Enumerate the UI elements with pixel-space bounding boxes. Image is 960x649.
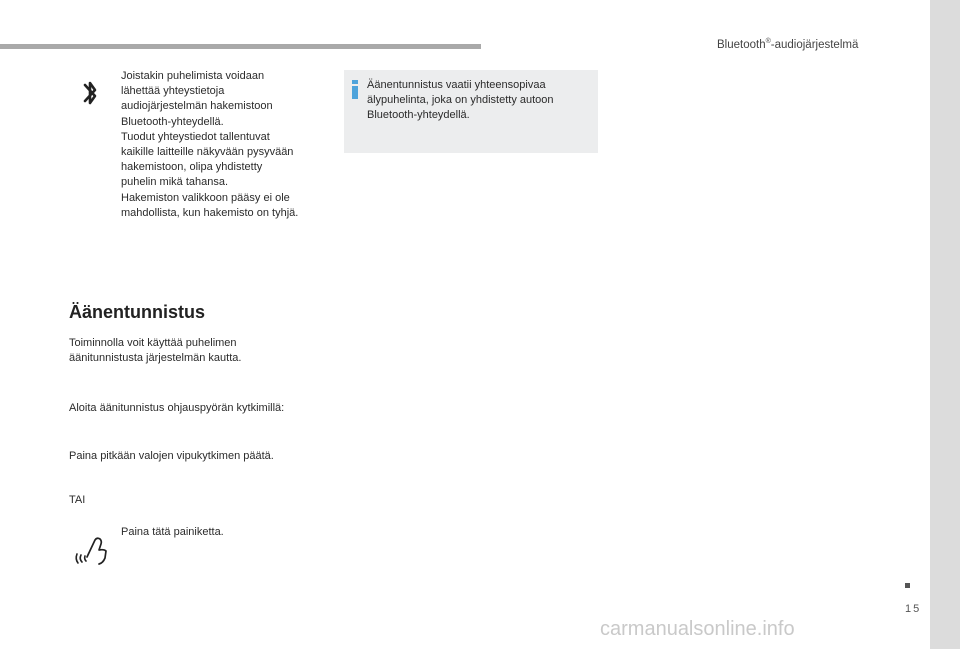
- start-instruction: Aloita äänitunnistus ohjauspyörän kytkimillä:: [69, 402, 285, 414]
- chapter-title: Bluetooth®-audiojärjestelmä: [717, 38, 859, 51]
- info-box-text: Äänentunnistus vaatii yhteensopivaa älypuhelinta, joka on yhdistetty autoon Bluetooth-yhteydellä.: [367, 79, 554, 122]
- section-heading: Äänentunnistus: [69, 302, 206, 322]
- long-press-instruction: Paina pitkään valojen vipukytkimen päätä.: [69, 450, 274, 462]
- or-label: TAI: [69, 494, 86, 506]
- press-button-instruction: Paina tätä painiketta.: [121, 526, 224, 538]
- section-intro: Toiminnolla voit käyttää puhelimen äänitunnistusta järjestelmän kautta.: [69, 337, 242, 365]
- footer-marker: [905, 583, 910, 588]
- bluetooth-icon: [80, 76, 100, 110]
- bluetooth-note-text: Joistakin puhelimista voidaan lähettää yhteystietoja audiojärjestelmän hakemistoon Bluetooth-yhteydellä. Tuodut yhteystiedot tallentuvat kaikille laitteille näkyvään pysyvään hakemistoon, olipa yhdistetty puhelin mikä tahansa. Hakemiston valikkoon pääsy ei ole mahdollista, kun hakemisto on tyhjä.: [121, 70, 299, 219]
- page-number: 15: [905, 603, 922, 615]
- info-icon: [352, 80, 358, 99]
- page-side-tab: [930, 0, 960, 649]
- header-rule: [0, 44, 481, 49]
- touch-hand-icon: [73, 532, 109, 568]
- watermark: carmanualsonline.info: [600, 618, 795, 640]
